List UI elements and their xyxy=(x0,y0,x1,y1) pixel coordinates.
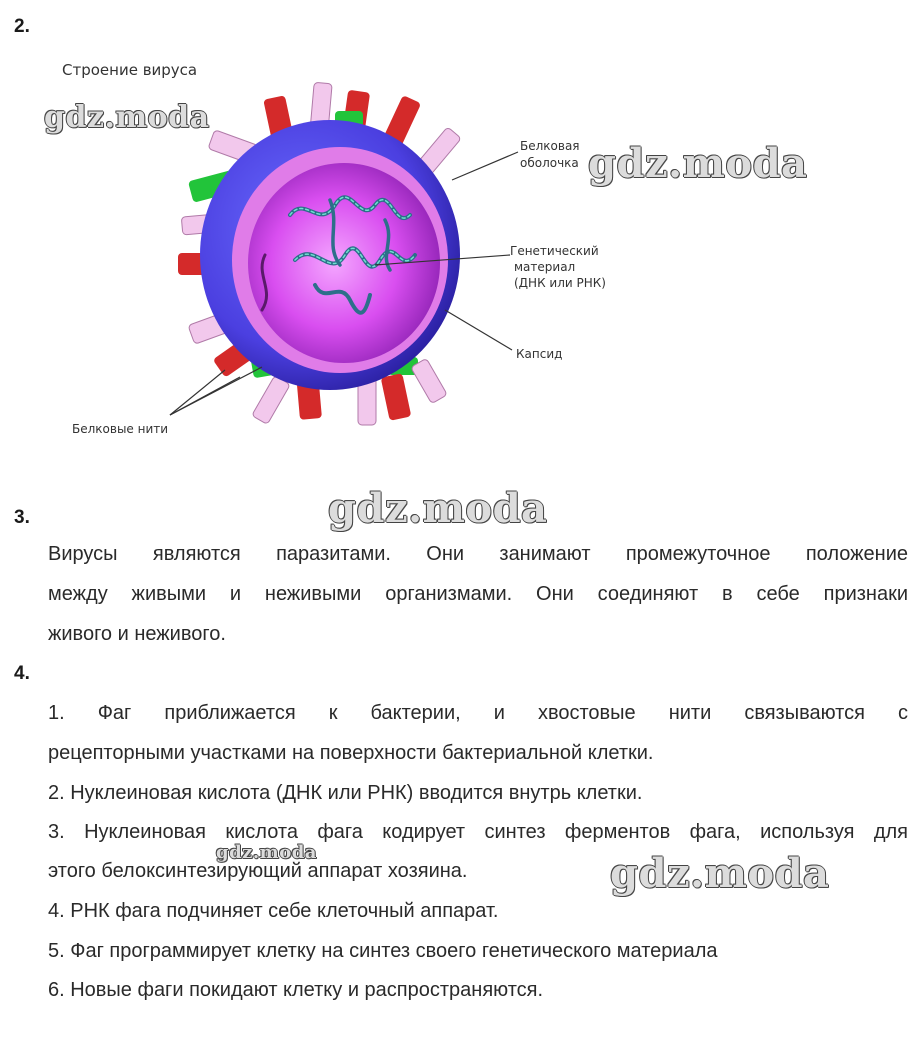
section3-line-2: между живыми и неживыми организмами. Они соединяют в себе признаки xyxy=(48,583,908,605)
section4-line-6: 4. РНК фага подчиняет себе клеточный аппарат. xyxy=(48,900,499,922)
label-capsid: Капсид xyxy=(516,347,563,361)
section4-line-5: этого белоксинтезирующий аппарат хозяина. xyxy=(48,860,468,882)
section3-line-3: живого и неживого. xyxy=(48,623,226,645)
section4-line-1: 1. Фаг приближается к бактерии, и хвостовые нити связываются с xyxy=(48,702,908,724)
label-genetic-line3: (ДНК или РНК) xyxy=(514,276,606,290)
capsid-interior xyxy=(248,163,440,363)
section4-line-4: 3. Нуклеиновая кислота фага кодирует синтез ферментов фага, используя для xyxy=(48,821,908,843)
watermark: gdz.moda xyxy=(588,140,808,187)
label-genetic-line2: материал xyxy=(514,260,576,274)
diagram-title: Строение вируса xyxy=(62,61,198,79)
section-number-4: 4. xyxy=(14,663,30,684)
section4-line-3: 2. Нуклеиновая кислота (ДНК или РНК) вводится внутрь клетки. xyxy=(48,782,643,804)
section-number-3: 3. xyxy=(14,507,30,528)
section4-line-8: 6. Новые фаги покидают клетку и распространяются. xyxy=(48,979,544,1001)
watermark: gdz.moda xyxy=(610,850,830,897)
watermark: gdz.moda xyxy=(328,485,548,532)
watermark: gdz.moda xyxy=(216,842,317,863)
section3-line-1: Вирусы являются паразитами. Они занимают промежуточное положение xyxy=(48,543,908,565)
label-envelope-line1: Белковая xyxy=(520,139,580,153)
watermark: gdz.moda xyxy=(44,100,210,135)
section4-line-7: 5. Фаг программирует клетку на синтез своего генетического материала xyxy=(48,940,718,962)
label-protein-filaments: Белковые нити xyxy=(72,422,169,436)
label-envelope-line2: оболочка xyxy=(520,156,579,170)
section4-line-2: рецепторными участками на поверхности бактериальной клетки. xyxy=(48,742,654,764)
section-number-2: 2. xyxy=(14,16,30,37)
label-genetic-line1: Генетический xyxy=(510,244,599,258)
